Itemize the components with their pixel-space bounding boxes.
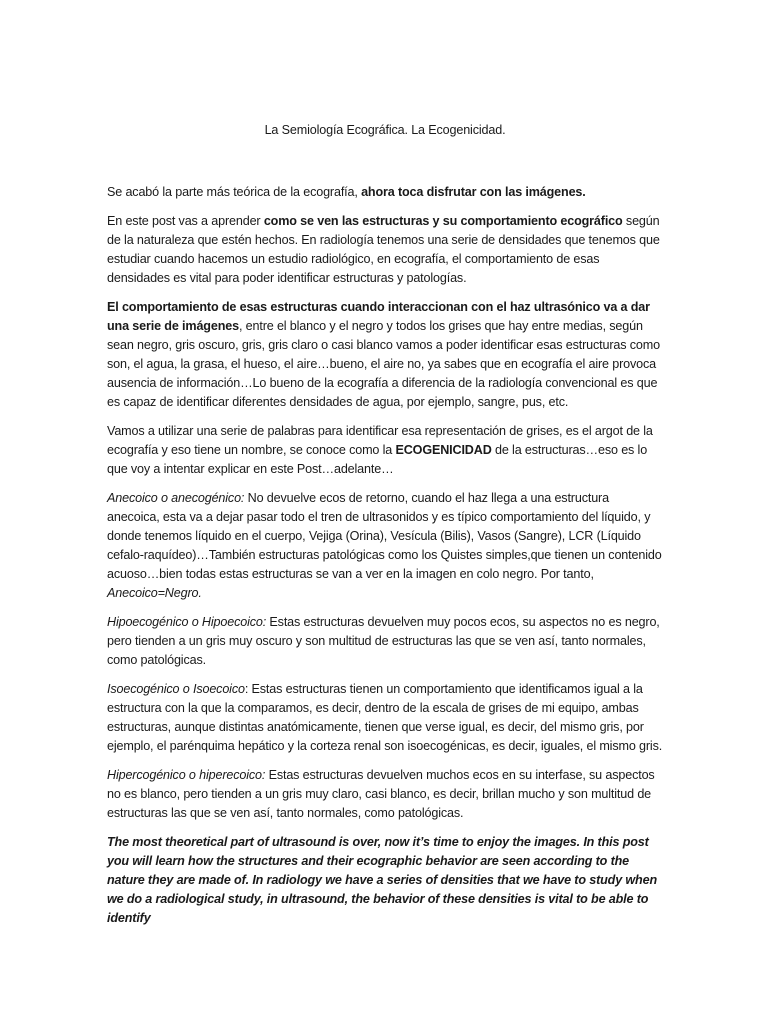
hipoecoico-text: Estas estructuras devuelven muy pocos ecos, su aspectos no es negro, pero tienden a un gris muy oscuro y son multitud de estructuras las que se ven así, tanto normales, como patológicas. xyxy=(107,615,660,667)
hiperecoico-text: Estas estructuras devuelven muchos ecos en su interfase, su aspectos no es blanco, pero tienden a un gris muy claro, casi blanco, es decir, brillan mucho y son multitud de estructuras las que se ven así, tanto normales, como patológicas. xyxy=(107,768,655,820)
english-text: The most theoretical part of ultrasound is over, now it’s time to enjoy the images. In this post you will learn how the structures and their ecographic behavior are seen according to the nature they are made of. In radiology we have a series of densities that we have to study when we do a radiological study, in ultrasound, the behavior of these densities is vital to be able to identify xyxy=(107,835,657,925)
english-paragraph xyxy=(107,833,663,928)
document-title: La Semiología Ecográfica. La Ecogenicidad. xyxy=(264,123,506,137)
p2-bold: El comportamiento de esas estructuras cuando interaccionan con el haz ultrasónico va a dar una serie de imágenes xyxy=(107,300,650,333)
intro-text: Se acabó la parte más teórica de la ecografía, xyxy=(107,185,362,199)
hiperecoico-paragraph xyxy=(107,766,663,823)
anecoico-text: No devuelve ecos de retorno, cuando el haz llega a una estructura anecoica, esta va a dejar pasar todo el tren de ultrasonidos y es típico comportamiento del líquido, y donde tenemos líquido en el cuerpo, Vejiga (Orina), Vesícula (Bilis), Vasos (Sangre), LCR (Líquido cefalo-raquídeo)…También estructuras patológicas como los Quistes simples,que tienen un contenido acuoso…bien todas estas estructuras se van a ver en la imagen en colo negro. Por tanto, xyxy=(107,491,662,581)
paragraph-3 xyxy=(107,422,663,479)
p3-text-b: de la estructuras…eso es lo que voy a intentar explicar en este Post…adelante… xyxy=(107,443,648,476)
isoecoico-term: Isoecogénico o Isoecoico xyxy=(107,682,245,696)
isoecoico-text: : Estas estructuras tienen un comportamiento que identificamos igual a la estructura con la que la comparamos, es decir, dentro de la escala de grises de mi equipo, ambas estructuras, aunque distintas anatómicamente, tienen que verse igual, es decir, del mismo gris, por ejemplo, el parénquima hepático y la corteza renal son isoecogénicas, es decir, iguales, el mismo gris. xyxy=(107,682,663,753)
document-body xyxy=(107,121,663,938)
p2-text: , entre el blanco y el negro y todos los grises que hay entre medias, según sean negro, gris oscuro, gris, gris claro o casi blanco vamos a poder identificar esas estructuras como son, el agua, la grasa, el hueso, el aire…bueno, el aire no, ya sabes que en ecografía el aire provoca ausencia de información…Lo bueno de la ecografía a diferencia de la radiología convencional es que es capaz de identificar diferentes densidades de agua, por ejemplo, sangre, pus, etc. xyxy=(107,319,660,409)
p3-text-a: Vamos a utilizar una serie de palabras para identificar esa representación de grises, es el argot de la ecografía y eso tiene un nombre, se conoce como la xyxy=(107,424,653,457)
paragraph-1 xyxy=(107,212,663,288)
hipoecoico-paragraph xyxy=(107,613,663,670)
p1-bold: como se ven las estructuras y su comportamiento ecográfico xyxy=(263,214,623,228)
intro-bold: ahora toca disfrutar con las imágenes. xyxy=(361,185,586,199)
anecoico-paragraph xyxy=(107,489,663,603)
paragraph-2 xyxy=(107,298,663,412)
p1-text-b: según de la naturaleza que estén hechos. En radiología tenemos una serie de densidades que tenemos que estudiar cuando hacemos un estudio radiológico, en ecografía, el comportamiento de esas densidades es vital para poder identificar estructuras y patologías. xyxy=(107,214,660,285)
p3-bold: ECOGENICIDAD xyxy=(395,443,492,457)
p1-text-a: En este post vas a aprender xyxy=(107,214,264,228)
isoecoico-paragraph xyxy=(107,680,663,756)
anecoico-end: Anecoico=Negro. xyxy=(107,586,202,600)
anecoico-term: Anecoico o anecogénico: xyxy=(107,491,245,505)
hipoecoico-term: Hipoecogénico o Hipoecoico: xyxy=(107,615,267,629)
intro-paragraph xyxy=(107,183,663,202)
hiperecoico-term: Hipercogénico o hiperecoico: xyxy=(107,768,266,782)
